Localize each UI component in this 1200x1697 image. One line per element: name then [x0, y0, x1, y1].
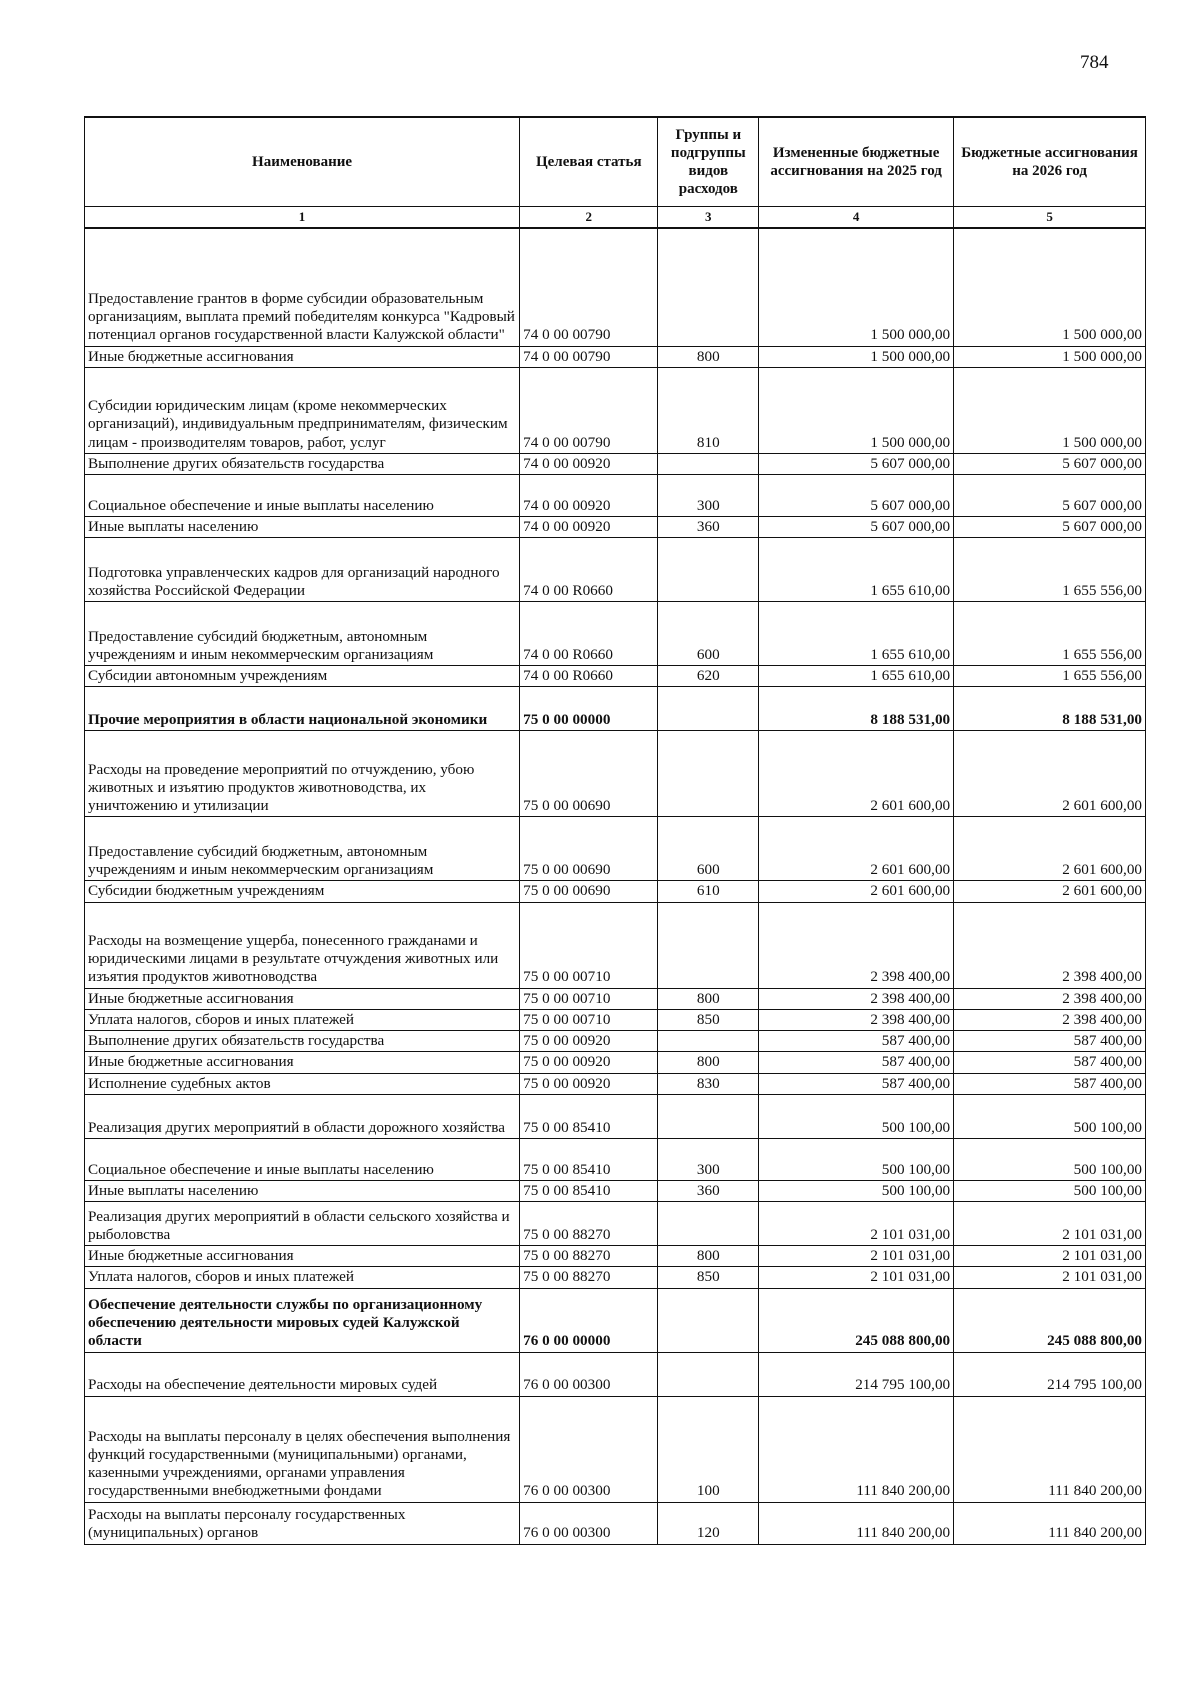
- table-row: [85, 1073, 1146, 1094]
- row-target-article: 75 0 00 00690: [520, 731, 658, 817]
- table-row: [85, 367, 1146, 453]
- row-target-article: 75 0 00 00690: [520, 817, 658, 881]
- table-row: [85, 1267, 1146, 1288]
- row-name: Иные бюджетные ассигнования: [85, 1246, 520, 1267]
- table-row: [85, 602, 1146, 666]
- row-expense-group: [658, 1031, 759, 1052]
- row-expense-group: 830: [658, 1073, 759, 1094]
- row-name: Социальное обеспечение и иные выплаты населению: [85, 1138, 520, 1180]
- row-amount-2026: 2 101 031,00: [954, 1202, 1146, 1246]
- row-amount-2025: 500 100,00: [759, 1094, 954, 1138]
- row-name: Предоставление субсидий бюджетным, автономным учреждениям и иным некоммерческим организациям: [85, 602, 520, 666]
- row-amount-2025: 2 601 600,00: [759, 731, 954, 817]
- table-row: [85, 881, 1146, 902]
- header-amount-2025: Измененные бюджетные ассигнования на 2025 год: [759, 117, 954, 207]
- row-name: Предоставление грантов в форме субсидии образовательным организациям, выплата премий победителям конкурса "Кадровый потенциал органов государственной власти Калужской области": [85, 228, 520, 346]
- row-amount-2026: 2 101 031,00: [954, 1267, 1146, 1288]
- row-amount-2026: 5 607 000,00: [954, 474, 1146, 516]
- row-name: Субсидии бюджетным учреждениям: [85, 881, 520, 902]
- row-expense-group: [658, 453, 759, 474]
- row-expense-group: [658, 1202, 759, 1246]
- table-row: [85, 228, 1146, 346]
- row-name: Реализация других мероприятий в области дорожного хозяйства: [85, 1094, 520, 1138]
- row-name: Исполнение судебных актов: [85, 1073, 520, 1094]
- table-row: [85, 1094, 1146, 1138]
- table-row: [85, 666, 1146, 687]
- row-amount-2025: 111 840 200,00: [759, 1502, 954, 1544]
- row-amount-2026: 1 500 000,00: [954, 228, 1146, 346]
- row-amount-2025: 587 400,00: [759, 1031, 954, 1052]
- table-row: [85, 538, 1146, 602]
- row-target-article: 74 0 00 R0660: [520, 602, 658, 666]
- table-row: [85, 1180, 1146, 1201]
- header-expense-groups: Группы и подгруппы видов расходов: [658, 117, 759, 207]
- row-amount-2025: 1 655 610,00: [759, 602, 954, 666]
- row-expense-group: [658, 687, 759, 731]
- row-amount-2025: 1 500 000,00: [759, 228, 954, 346]
- row-expense-group: [658, 1288, 759, 1352]
- row-target-article: 76 0 00 00000: [520, 1288, 658, 1352]
- row-amount-2026: 1 500 000,00: [954, 367, 1146, 453]
- table-row: [85, 1031, 1146, 1052]
- row-target-article: 74 0 00 00790: [520, 228, 658, 346]
- row-name: Выполнение других обязательств государства: [85, 1031, 520, 1052]
- table-row: [85, 1288, 1146, 1352]
- row-name: Уплата налогов, сборов и иных платежей: [85, 1267, 520, 1288]
- table-row: [85, 687, 1146, 731]
- table-body: [85, 228, 1146, 1544]
- row-name: Иные бюджетные ассигнования: [85, 1052, 520, 1073]
- row-amount-2025: 2 101 031,00: [759, 1202, 954, 1246]
- row-expense-group: 800: [658, 346, 759, 367]
- row-target-article: 75 0 00 88270: [520, 1267, 658, 1288]
- row-target-article: 75 0 00 00690: [520, 881, 658, 902]
- row-amount-2025: 2 601 600,00: [759, 881, 954, 902]
- row-amount-2025: 5 607 000,00: [759, 516, 954, 537]
- row-expense-group: 610: [658, 881, 759, 902]
- table-row: [85, 1052, 1146, 1073]
- budget-table: [84, 116, 1146, 1545]
- row-expense-group: [658, 228, 759, 346]
- row-name: Расходы на возмещение ущерба, понесенного гражданами и юридическими лицами в результате отчуждения животных или изъятия продуктов животноводства: [85, 902, 520, 988]
- row-name: Предоставление субсидий бюджетным, автономным учреждениям и иным некоммерческим организациям: [85, 817, 520, 881]
- row-amount-2025: 111 840 200,00: [759, 1396, 954, 1502]
- row-target-article: 76 0 00 00300: [520, 1352, 658, 1396]
- row-amount-2025: 1 500 000,00: [759, 346, 954, 367]
- row-target-article: 75 0 00 00710: [520, 902, 658, 988]
- table-row: [85, 1502, 1146, 1544]
- table-row: [85, 1246, 1146, 1267]
- row-expense-group: [658, 1352, 759, 1396]
- row-name: Иные бюджетные ассигнования: [85, 988, 520, 1009]
- row-expense-group: [658, 1094, 759, 1138]
- column-number: 1: [85, 207, 520, 229]
- row-name: Расходы на выплаты персоналу в целях обеспечения выполнения функций государственными (муниципальными) органами, казенными учреждениями, органами управления государственными внебюджетными фондами: [85, 1396, 520, 1502]
- row-amount-2025: 500 100,00: [759, 1138, 954, 1180]
- row-expense-group: 620: [658, 666, 759, 687]
- row-expense-group: 600: [658, 817, 759, 881]
- row-target-article: 75 0 00 85410: [520, 1180, 658, 1201]
- row-amount-2025: 2 398 400,00: [759, 902, 954, 988]
- row-name: Подготовка управленческих кадров для организаций народного хозяйства Российской Федерации: [85, 538, 520, 602]
- row-amount-2026: 587 400,00: [954, 1052, 1146, 1073]
- row-amount-2025: 1 655 610,00: [759, 666, 954, 687]
- row-amount-2026: 2 601 600,00: [954, 817, 1146, 881]
- table-row: [85, 346, 1146, 367]
- row-target-article: 75 0 00 85410: [520, 1138, 658, 1180]
- row-amount-2026: 2 398 400,00: [954, 1009, 1146, 1030]
- column-number: 5: [954, 207, 1146, 229]
- row-target-article: 75 0 00 00920: [520, 1073, 658, 1094]
- row-amount-2026: 111 840 200,00: [954, 1502, 1146, 1544]
- table-row: [85, 1396, 1146, 1502]
- row-amount-2026: 2 601 600,00: [954, 881, 1146, 902]
- row-amount-2026: 5 607 000,00: [954, 516, 1146, 537]
- table-row: [85, 1009, 1146, 1030]
- row-amount-2026: 111 840 200,00: [954, 1396, 1146, 1502]
- row-amount-2025: 2 101 031,00: [759, 1246, 954, 1267]
- row-name: Иные выплаты населению: [85, 1180, 520, 1201]
- row-amount-2025: 2 601 600,00: [759, 817, 954, 881]
- row-amount-2026: 500 100,00: [954, 1180, 1146, 1201]
- row-name: Уплата налогов, сборов и иных платежей: [85, 1009, 520, 1030]
- header-row: [85, 117, 1146, 207]
- row-expense-group: 100: [658, 1396, 759, 1502]
- row-expense-group: 360: [658, 516, 759, 537]
- row-amount-2025: 1 500 000,00: [759, 367, 954, 453]
- row-name: Иные бюджетные ассигнования: [85, 346, 520, 367]
- row-amount-2026: 1 500 000,00: [954, 346, 1146, 367]
- column-number: 4: [759, 207, 954, 229]
- row-target-article: 75 0 00 00710: [520, 1009, 658, 1030]
- page-number: 784: [1080, 52, 1109, 73]
- row-name: Расходы на обеспечение деятельности мировых судей: [85, 1352, 520, 1396]
- row-expense-group: 360: [658, 1180, 759, 1201]
- row-target-article: 74 0 00 00920: [520, 516, 658, 537]
- row-amount-2026: 1 655 556,00: [954, 602, 1146, 666]
- row-amount-2026: 500 100,00: [954, 1094, 1146, 1138]
- row-amount-2026: 1 655 556,00: [954, 538, 1146, 602]
- row-name: Реализация других мероприятий в области сельского хозяйства и рыболовства: [85, 1202, 520, 1246]
- row-expense-group: 800: [658, 1052, 759, 1073]
- row-amount-2026: 5 607 000,00: [954, 453, 1146, 474]
- row-amount-2026: 1 655 556,00: [954, 666, 1146, 687]
- row-name: Иные выплаты населению: [85, 516, 520, 537]
- row-target-article: 76 0 00 00300: [520, 1502, 658, 1544]
- row-target-article: 74 0 00 00790: [520, 367, 658, 453]
- row-expense-group: 810: [658, 367, 759, 453]
- row-amount-2025: 2 101 031,00: [759, 1267, 954, 1288]
- row-expense-group: 600: [658, 602, 759, 666]
- row-target-article: 74 0 00 00790: [520, 346, 658, 367]
- row-target-article: 74 0 00 00920: [520, 474, 658, 516]
- row-name: Социальное обеспечение и иные выплаты населению: [85, 474, 520, 516]
- row-target-article: 74 0 00 R0660: [520, 538, 658, 602]
- row-amount-2025: 500 100,00: [759, 1180, 954, 1201]
- table-row: [85, 1352, 1146, 1396]
- row-target-article: 75 0 00 85410: [520, 1094, 658, 1138]
- header-name: Наименование: [85, 117, 520, 207]
- row-amount-2026: 2 398 400,00: [954, 988, 1146, 1009]
- row-expense-group: 300: [658, 474, 759, 516]
- row-expense-group: 300: [658, 1138, 759, 1180]
- row-expense-group: [658, 538, 759, 602]
- table-row: [85, 731, 1146, 817]
- row-amount-2025: 1 655 610,00: [759, 538, 954, 602]
- table-row: [85, 988, 1146, 1009]
- table-row: [85, 474, 1146, 516]
- row-amount-2025: 587 400,00: [759, 1073, 954, 1094]
- row-amount-2026: 245 088 800,00: [954, 1288, 1146, 1352]
- row-amount-2025: 8 188 531,00: [759, 687, 954, 731]
- row-target-article: 75 0 00 00710: [520, 988, 658, 1009]
- row-amount-2026: 587 400,00: [954, 1073, 1146, 1094]
- table-row: [85, 516, 1146, 537]
- row-target-article: 75 0 00 88270: [520, 1246, 658, 1267]
- column-number: 2: [520, 207, 658, 229]
- row-name: Субсидии юридическим лицам (кроме некоммерческих организаций), индивидуальным предпринимателям, физическим лицам - производителям товаров, работ, услуг: [85, 367, 520, 453]
- row-name: Выполнение других обязательств государства: [85, 453, 520, 474]
- row-amount-2025: 587 400,00: [759, 1052, 954, 1073]
- row-amount-2026: 587 400,00: [954, 1031, 1146, 1052]
- row-target-article: 76 0 00 00300: [520, 1396, 658, 1502]
- table-row: [85, 817, 1146, 881]
- row-amount-2025: 5 607 000,00: [759, 474, 954, 516]
- column-number-row: [85, 207, 1146, 229]
- row-target-article: 75 0 00 88270: [520, 1202, 658, 1246]
- row-name: Обеспечение деятельности службы по организационному обеспечению деятельности мировых судей Калужской области: [85, 1288, 520, 1352]
- header-target-article: Целевая статья: [520, 117, 658, 207]
- row-expense-group: 850: [658, 1267, 759, 1288]
- row-expense-group: [658, 731, 759, 817]
- row-amount-2025: 5 607 000,00: [759, 453, 954, 474]
- row-amount-2025: 2 398 400,00: [759, 1009, 954, 1030]
- row-name: Субсидии автономным учреждениям: [85, 666, 520, 687]
- row-expense-group: 120: [658, 1502, 759, 1544]
- row-amount-2026: 214 795 100,00: [954, 1352, 1146, 1396]
- row-target-article: 75 0 00 00920: [520, 1031, 658, 1052]
- row-amount-2025: 2 398 400,00: [759, 988, 954, 1009]
- row-target-article: 75 0 00 00000: [520, 687, 658, 731]
- table-row: [85, 1202, 1146, 1246]
- row-expense-group: [658, 902, 759, 988]
- row-name: Расходы на выплаты персоналу государственных (муниципальных) органов: [85, 1502, 520, 1544]
- table-row: [85, 1138, 1146, 1180]
- row-target-article: 75 0 00 00920: [520, 1052, 658, 1073]
- row-target-article: 74 0 00 00920: [520, 453, 658, 474]
- row-amount-2026: 2 601 600,00: [954, 731, 1146, 817]
- row-expense-group: 800: [658, 1246, 759, 1267]
- row-amount-2026: 2 398 400,00: [954, 902, 1146, 988]
- row-amount-2026: 2 101 031,00: [954, 1246, 1146, 1267]
- header-amount-2026: Бюджетные ассигнования на 2026 год: [954, 117, 1146, 207]
- row-amount-2026: 500 100,00: [954, 1138, 1146, 1180]
- row-target-article: 74 0 00 R0660: [520, 666, 658, 687]
- table-row: [85, 453, 1146, 474]
- row-name: Прочие мероприятия в области национальной экономики: [85, 687, 520, 731]
- column-number: 3: [658, 207, 759, 229]
- row-amount-2025: 214 795 100,00: [759, 1352, 954, 1396]
- row-expense-group: 800: [658, 988, 759, 1009]
- table-row: [85, 902, 1146, 988]
- row-expense-group: 850: [658, 1009, 759, 1030]
- row-name: Расходы на проведение мероприятий по отчуждению, убою животных и изъятию продуктов животноводства, их уничтожению и утилизации: [85, 731, 520, 817]
- row-amount-2025: 245 088 800,00: [759, 1288, 954, 1352]
- row-amount-2026: 8 188 531,00: [954, 687, 1146, 731]
